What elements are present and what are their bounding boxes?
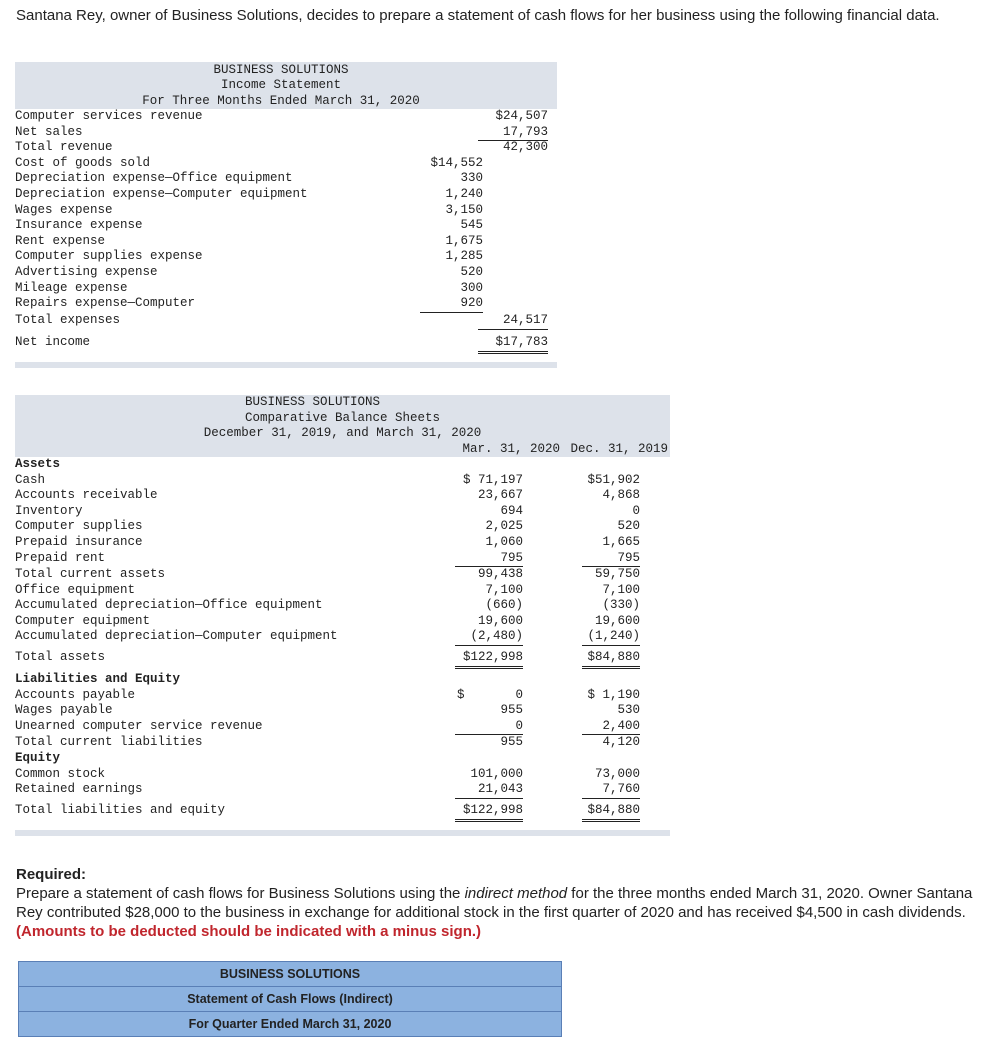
row-label: Rent expense — [15, 233, 106, 248]
cash-flow-statement — [18, 961, 562, 1037]
row-value: $24,507 — [495, 109, 548, 123]
row-value-2019: 1,665 — [602, 535, 640, 549]
minus-sign-instruction: (Amounts to be deducted should be indicated with a minus sign.) — [16, 923, 482, 940]
row-value-2019: 19,600 — [594, 613, 640, 628]
intro-text: Santana Rey, owner of Business Solutions, decides to prepare a statement of cash flows for her business using the following financial data. — [16, 7, 940, 24]
row-label: Wages expense — [15, 202, 113, 217]
required-text-a: Prepare a statement of cash flows for Business Solutions using the — [16, 885, 465, 902]
row-label: Inventory — [15, 503, 83, 518]
row-value: 1,675 — [445, 233, 483, 248]
row-value-2020: 2,025 — [485, 519, 523, 534]
row-label: Total current liabilities — [15, 735, 203, 750]
row-value: 24,517 — [478, 313, 548, 330]
row-label: Equity — [15, 751, 61, 765]
row-label: Accounts payable — [15, 687, 136, 702]
income-company: BUSINESS SOLUTIONS — [213, 63, 349, 77]
required-text — [16, 884, 986, 941]
col-header-dec-2019: Dec. 31, 2019 — [570, 442, 668, 456]
row-value: 545 — [460, 218, 483, 233]
row-value-2019: (1,240) — [582, 629, 640, 646]
row-label: Insurance expense — [15, 218, 143, 233]
row-label: Computer equipment — [15, 613, 151, 628]
row-value-2020: 99,438 — [477, 567, 523, 581]
row-value-2020: 23,667 — [477, 488, 523, 503]
row-label: Retained earnings — [15, 782, 143, 797]
row-label: Office equipment — [15, 582, 136, 597]
required-section — [16, 865, 986, 941]
row-label: Prepaid rent — [15, 550, 106, 565]
row-label: Total revenue — [15, 140, 113, 155]
balance-period: December 31, 2019, and March 31, 2020 — [203, 426, 482, 440]
row-value-2019: 2,400 — [582, 719, 640, 736]
row-value-2020: 21,043 — [455, 782, 523, 799]
row-label: Computer supplies — [15, 519, 143, 534]
row-value-2019: 4,120 — [602, 735, 640, 750]
row-value-2020: (2,480) — [455, 629, 523, 646]
required-text-emphasis: indirect method — [464, 885, 568, 902]
row-value: 520 — [460, 265, 483, 279]
income-period: For Three Months Ended March 31, 2020 — [142, 94, 420, 108]
balance-company: BUSINESS SOLUTIONS — [244, 395, 381, 409]
row-label: Total assets — [15, 650, 106, 664]
row-value: 330 — [460, 171, 483, 186]
row-value-2019: 59,750 — [594, 567, 640, 581]
row-value-2019: 7,760 — [582, 782, 640, 799]
row-value-2019: 73,000 — [594, 766, 640, 781]
balance-title: Comparative Balance Sheets — [244, 411, 441, 425]
row-label: Advertising expense — [15, 265, 158, 279]
row-value-2020: 19,600 — [477, 613, 523, 628]
row-value-2020: 0 — [515, 687, 523, 702]
row-value-2020: 955 — [500, 703, 523, 718]
income-title: Income Statement — [220, 78, 342, 92]
row-label: Net income — [15, 335, 91, 349]
row-label: Depreciation expense—Computer equipment — [15, 187, 308, 201]
balance-bottom-band — [15, 830, 670, 836]
row-label: Assets — [15, 457, 61, 471]
row-value-2020: (660) — [485, 598, 523, 613]
cash-flow-company: BUSINESS SOLUTIONS — [19, 962, 561, 986]
row-value-2020: 101,000 — [470, 766, 523, 781]
required-heading: Required: — [16, 866, 87, 883]
row-label: Total current assets — [15, 567, 166, 581]
row-value-2020: 0 — [455, 719, 523, 736]
row-label: Computer services revenue — [15, 109, 203, 123]
row-label: Accumulated depreciation—Computer equipment — [15, 629, 338, 644]
row-value-2020: $122,998 — [455, 650, 523, 669]
row-value-2019: $84,880 — [582, 650, 640, 669]
row-label: Liabilities and Equity — [15, 672, 181, 686]
row-value-2019: $ 1,190 — [587, 687, 640, 702]
row-label: Accounts receivable — [15, 488, 158, 503]
row-value-2019: (330) — [602, 598, 640, 613]
cash-flow-title: Statement of Cash Flows (Indirect) — [19, 986, 561, 1011]
row-value-2020: 694 — [500, 503, 523, 518]
row-value-2019: 0 — [632, 503, 640, 518]
row-value-2020: 955 — [500, 735, 523, 750]
row-label: Total liabilities and equity — [15, 803, 226, 817]
row-value-2019: $51,902 — [587, 472, 640, 487]
row-value-2020: 795 — [455, 551, 523, 568]
col-header-mar-2020: Mar. 31, 2020 — [462, 442, 560, 456]
row-value: 920 — [420, 296, 483, 313]
row-value: 42,300 — [502, 140, 548, 155]
row-label: Cost of goods sold — [15, 155, 151, 170]
row-value-2020: 7,100 — [485, 582, 523, 597]
row-value-2020: 1,060 — [485, 535, 523, 549]
row-label: Total expenses — [15, 313, 121, 327]
row-label: Repairs expense—Computer — [15, 296, 196, 311]
row-label: Unearned computer service revenue — [15, 718, 263, 733]
row-label: Mileage expense — [15, 280, 128, 295]
required-text-b: for the three months ended March 31, 2020. Owner Santana Rey contributed $28,000 to the business in exchange for additional stock in the first quarter of 2020 and has received $4,500 in cash dividends. — [16, 885, 973, 921]
row-value-2019: $84,880 — [582, 803, 640, 822]
row-label: Wages payable — [15, 703, 113, 718]
row-value: $14,552 — [430, 155, 483, 170]
row-value-2020: $122,998 — [455, 803, 523, 822]
row-label: Common stock — [15, 766, 106, 781]
row-value-2019: 795 — [582, 551, 640, 568]
row-label: Computer supplies expense — [15, 249, 203, 264]
row-value-2019: 7,100 — [602, 582, 640, 597]
row-label: Accumulated depreciation—Office equipment — [15, 598, 323, 613]
row-value-2019: 4,868 — [602, 488, 640, 503]
row-value: 17,793 — [478, 125, 548, 142]
row-value: 1,240 — [445, 187, 483, 201]
cash-flow-period: For Quarter Ended March 31, 2020 — [19, 1011, 561, 1036]
row-value-2019: 530 — [617, 703, 640, 718]
row-value: $17,783 — [478, 335, 548, 354]
row-value-2020: $ 71,197 — [462, 472, 523, 487]
row-value: 1,285 — [445, 249, 483, 264]
row-value-2019: 520 — [617, 519, 640, 534]
dollar-sign: $ — [457, 687, 465, 702]
row-label: Net sales — [15, 124, 83, 139]
row-label: Prepaid insurance — [15, 535, 143, 549]
row-value: 300 — [460, 280, 483, 295]
row-label: Depreciation expense—Office equipment — [15, 171, 293, 186]
row-label: Cash — [15, 472, 46, 487]
row-value: 3,150 — [445, 202, 483, 217]
